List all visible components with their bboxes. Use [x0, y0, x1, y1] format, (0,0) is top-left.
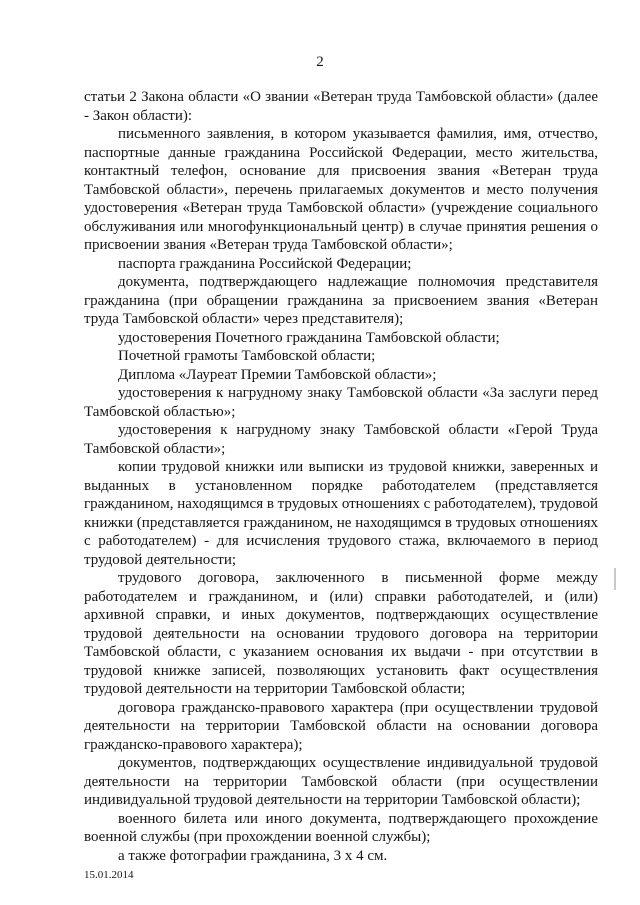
paragraph-individual-activity: документов, подтверждающих осуществление индивидуальной трудовой деятельности на территории Тамбовской области (при осуществлении индивидуальной трудовой деятельности на территории Тамбовской области);	[84, 755, 598, 808]
paragraph-photographs: а также фотографии гражданина, 3 х 4 см.	[118, 847, 388, 864]
paragraph-honorary-diploma: Почетной грамоты Тамбовской области;	[118, 348, 376, 364]
paragraph-written-application: письменного заявления, в котором указывается фамилия, имя, отчество, паспортные данные гражданина Российской Федерации, место жительства, контактный телефон, основание для присвоения звания «Ветеран труда Тамбовской области», перечень прилагаемых документов и место получения удостоверения «Ветеран труда Тамбовской области» (учреждение социального обслуживания или многофункциональный центр) в случае принятия решения о присвоении звания «Ветеран труда Тамбовской области»;	[84, 126, 598, 253]
document-body	[84, 88, 598, 865]
paragraph-work-record: копии трудовой книжки или выписки из трудовой книжки, заверенных и выданных в установленном порядке работодателем (представляется гражданином, находящимся в трудовых отношениях с работодателем), трудовой книжки (представляется гражданином, не находящимся в трудовых отношениях с работодателем) - для исчисления трудового стажа, включаемого в период трудовой деятельности;	[84, 459, 599, 568]
paragraph-honorary-citizen: удостоверения Почетного гражданина Тамбовской области;	[118, 329, 500, 346]
scan-margin-mark	[614, 568, 616, 590]
paragraph-merit-badge: удостоверения к нагрудному знаку Тамбовской области «За заслуги перед Тамбовской областью»;	[84, 385, 598, 420]
footer-date: 15.01.2014	[84, 869, 134, 881]
paragraph-employment-contract: трудового договора, заключенного в письменной форме между работодателем и гражданином, и (или) справки работодателей, и (или) архивной справки, и иных документов, подтверждающих осуществление трудовой деятельности на основании трудового договора на территории Тамбовской области, с указанием основания их выдачи - при отсутствии в трудовой книжке записей, позволяющих установить факт осуществления трудовой деятельности на территории Тамбовской области;	[84, 570, 598, 697]
page-number: 2	[316, 54, 324, 70]
paragraph-military-id: военного билета или иного документа, подтверждающего прохождение военной службы (при прохождении военной службы);	[84, 810, 598, 845]
paragraph-passport: паспорта гражданина Российской Федерации;	[118, 255, 412, 272]
paragraph-representative-document: документа, подтверждающего надлежащие полномочия представителя гражданина (при обращении гражданина за присвоением звания «Ветеран труда Тамбовской области» через представителя);	[84, 274, 598, 327]
paragraph-intro: статьи 2 Закона области «О звании «Ветеран труда Тамбовской области» (далее - Закон области):	[84, 89, 598, 124]
paragraph-civil-contract: договора гражданско-правового характера (при осуществлении трудовой деятельности на территории Тамбовской области на основании договора гражданско-правового характера);	[84, 699, 598, 753]
paragraph-hero-badge: удостоверения к нагрудному знаку Тамбовской области «Герой Труда Тамбовской области»;	[84, 422, 598, 457]
paragraph-laureate-diploma: Диплома «Лауреат Премии Тамбовской области»;	[118, 366, 437, 383]
